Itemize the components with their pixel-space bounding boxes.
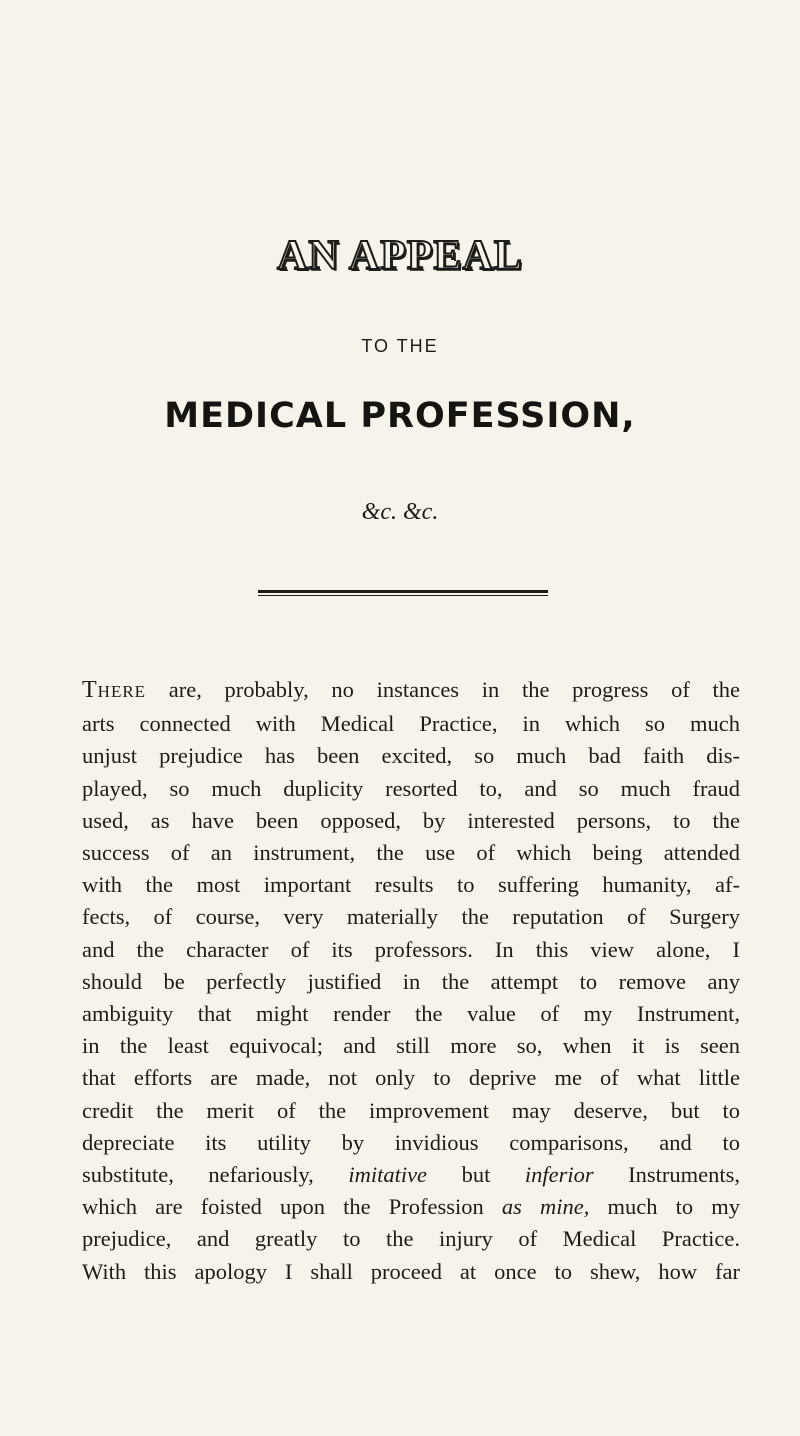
- text-line: [82, 1159, 740, 1191]
- text-line: success of an instrument, the use of which being attended: [82, 840, 740, 866]
- text-line: [82, 674, 740, 708]
- text-line: ambiguity that might render the value of my Instrument,: [82, 1001, 740, 1027]
- decorative-title: AN APPEAL: [277, 233, 523, 279]
- body-paragraph: [82, 674, 740, 1288]
- text-line: credit the merit of the improvement may deserve, but to: [82, 1097, 740, 1123]
- italic-word-imitative: imitative: [348, 1162, 428, 1188]
- text-line: unjust prejudice has been excited, so much bad faith dis-: [82, 743, 740, 769]
- section-rule: [258, 590, 548, 596]
- text-line: fects, of course, very materially the reputation of Surgery: [82, 904, 740, 930]
- line-text: are, probably, no instances in the progress of the: [146, 677, 740, 702]
- to-the-subheading: TO THE: [361, 336, 439, 356]
- text-line: used, as have been opposed, by interested persons, to the: [82, 807, 740, 833]
- text-line: arts connected with Medical Practice, in which so much: [82, 711, 740, 737]
- rule-thick-line: [258, 590, 548, 593]
- small-caps-word: HERE: [97, 682, 147, 701]
- line-text: which are foisted upon the Profession: [82, 1194, 502, 1220]
- text-line: and the character of its professors. In this view alone, I: [82, 936, 740, 962]
- rule-thin-line: [258, 595, 548, 596]
- text-line: played, so much duplicity resorted to, and so much fraud: [82, 775, 740, 801]
- text-line: should be perfectly justified in the attempt to remove any: [82, 968, 740, 994]
- text-line: depreciate its utility by invidious comparisons, and to: [82, 1129, 740, 1155]
- text-line: prejudice, and greatly to the injury of Medical Practice.: [82, 1226, 740, 1252]
- text-line: with the most important results to suffering humanity, af-: [82, 872, 740, 898]
- line-text: but: [427, 1162, 525, 1188]
- et-cetera-line: &c. &c.: [361, 499, 439, 525]
- main-title: MEDICAL PROFESSION,: [164, 396, 636, 436]
- italic-phrase-as-mine: as mine,: [501, 1194, 590, 1220]
- line-text: Instruments,: [593, 1162, 740, 1188]
- text-line: in the least equivocal; and still more so, when it is seen: [82, 1033, 740, 1059]
- line-text: much to my: [589, 1194, 740, 1220]
- dropcap-letter: T: [82, 677, 98, 703]
- italic-word-inferior: inferior: [524, 1162, 594, 1188]
- text-line: [82, 1191, 740, 1223]
- text-line: that efforts are made, not only to deprive me of what little: [82, 1065, 740, 1091]
- text-line: With this apology I shall proceed at once to shew, how far: [82, 1258, 740, 1284]
- line-text: substitute, nefariously,: [82, 1162, 349, 1188]
